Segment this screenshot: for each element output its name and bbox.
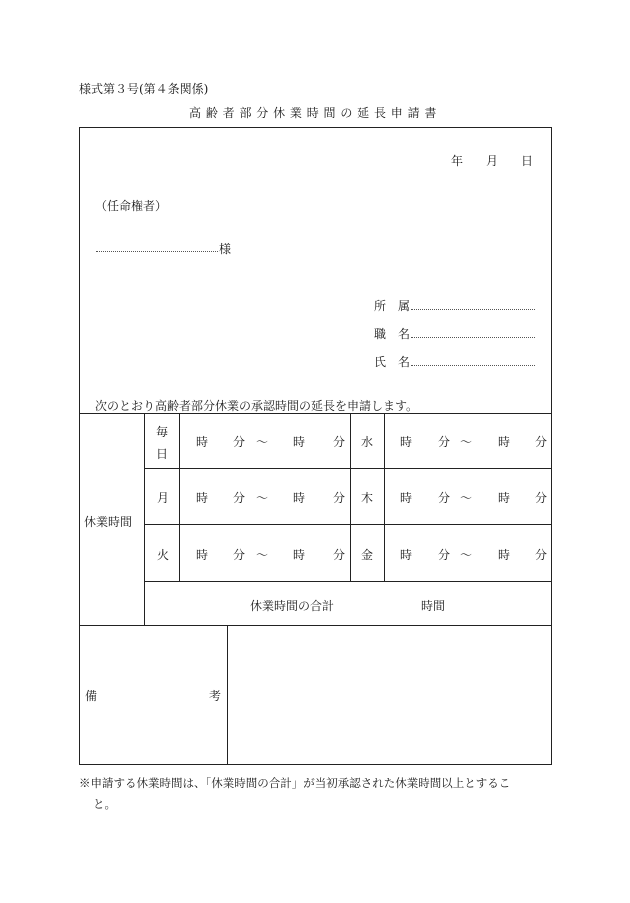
day-mon-top: 毎: [155, 425, 168, 439]
appointer-name-line[interactable]: [96, 251, 218, 252]
time-tilde: ～: [460, 548, 473, 562]
time-hour: 時: [400, 548, 413, 562]
form-title: 高 齢 者 部 分 休 業 時 間 の 延 長 申 請 書: [189, 106, 437, 120]
time-hour: 時: [498, 435, 511, 449]
day-col-divider-mid-a: [350, 413, 351, 581]
time-tilde: ～: [256, 491, 269, 505]
time-minute: 分: [333, 491, 346, 505]
day-mon-bottom: 日: [155, 447, 168, 461]
table-top-border: [79, 413, 552, 414]
time-hour: 時: [400, 435, 413, 449]
affiliation-line[interactable]: [411, 309, 535, 310]
row-divider-3: [144, 581, 552, 582]
time-hour: 時: [293, 548, 306, 562]
time-minute: 分: [535, 435, 548, 449]
day-fri: 木: [361, 491, 374, 505]
time-tilde: ～: [460, 435, 473, 449]
time-minute: 分: [535, 491, 548, 505]
date-month: 月: [486, 154, 499, 168]
day-col-divider-left: [179, 413, 180, 581]
time-hour: 時: [196, 548, 209, 562]
remarks-label-left: 備: [85, 689, 98, 703]
row-header-divider: [144, 413, 145, 625]
day-col-divider-mid-b: [384, 413, 385, 581]
day-thu: 水: [361, 435, 374, 449]
time-minute: 分: [535, 548, 548, 562]
time-minute: 分: [438, 491, 451, 505]
time-minute: 分: [233, 548, 246, 562]
appointer-honorific: 様: [219, 242, 232, 256]
time-tilde: ～: [256, 435, 269, 449]
remarks-label-right: 考: [209, 689, 222, 703]
remarks-field[interactable]: [228, 626, 551, 764]
time-hour: 時: [293, 491, 306, 505]
appointer-label: （任命権者）: [95, 199, 168, 213]
time-hour: 時: [498, 491, 511, 505]
hours-row-header: 休業時間: [84, 515, 133, 529]
statement: 次のとおり高齢者部分休業の承認時間の延長を申請します。: [95, 399, 419, 413]
row-divider-1: [144, 468, 552, 469]
total-label: 休業時間の合計: [250, 599, 335, 613]
time-hour: 時: [196, 435, 209, 449]
name-label: 氏 名: [374, 355, 411, 369]
affiliation-label: 所 属: [374, 299, 411, 313]
time-tilde: ～: [460, 491, 473, 505]
day-tue: 月: [157, 491, 170, 505]
day-wed: 火: [157, 548, 170, 562]
date-year: 年: [451, 154, 464, 168]
time-hour: 時: [400, 491, 413, 505]
row-divider-2: [144, 524, 552, 525]
time-minute: 分: [333, 548, 346, 562]
time-hour: 時: [293, 435, 306, 449]
time-hour: 時: [196, 491, 209, 505]
time-tilde: ～: [256, 548, 269, 562]
time-minute: 分: [233, 491, 246, 505]
time-minute: 分: [333, 435, 346, 449]
time-hour: 時: [498, 548, 511, 562]
time-minute: 分: [438, 548, 451, 562]
name-line[interactable]: [411, 365, 535, 366]
position-label: 職 名: [374, 327, 411, 341]
form-number: 様式第３号(第４条関係): [79, 82, 209, 96]
position-line[interactable]: [411, 337, 535, 338]
time-minute: 分: [438, 435, 451, 449]
time-minute: 分: [233, 435, 246, 449]
note-line-1: ※申請する休業時間は、「休業時間の合計」が当初承認された休業時間以上とするこ: [79, 776, 511, 790]
date-day: 日: [521, 154, 534, 168]
note-line-2: と。: [93, 797, 116, 811]
day-sat: 金: [361, 548, 374, 562]
total-unit: 時間: [421, 599, 446, 613]
